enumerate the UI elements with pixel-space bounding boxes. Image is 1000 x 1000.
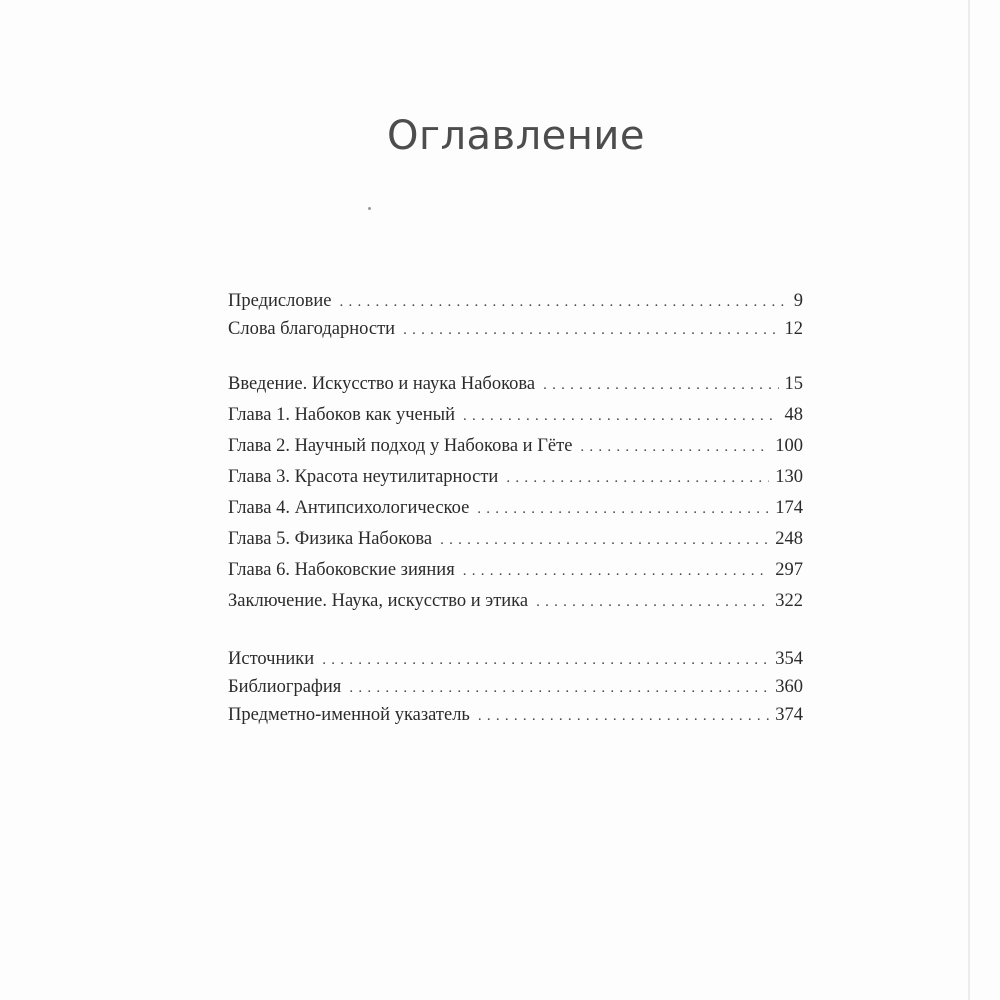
- toc-front-matter: [228, 287, 803, 343]
- toc-entry-label: Предисловие: [228, 291, 332, 311]
- dot-leader: [349, 674, 769, 702]
- dot-leader: [580, 433, 769, 461]
- toc-entry: [228, 432, 803, 463]
- toc-entry-page-number: 12: [784, 319, 803, 339]
- toc-entry-page-number: 322: [775, 591, 803, 611]
- toc-entry-page-number: 360: [775, 677, 803, 697]
- toc-entry: [228, 401, 803, 432]
- toc-entry-page-number: 248: [775, 529, 803, 549]
- dot-leader: [403, 316, 778, 344]
- print-speck: [368, 207, 371, 210]
- toc-entry-label: Глава 5. Физика Набокова: [228, 529, 433, 549]
- toc-chapters: [228, 370, 803, 618]
- toc-entry-page-number: 48: [784, 405, 803, 425]
- toc-entry-label: Введение. Искусство и наука Набокова: [228, 374, 536, 394]
- toc-entry-label: Глава 2. Научный подход у Набокова и Гёте: [228, 436, 573, 456]
- toc-entry: [228, 525, 803, 556]
- toc-entry: [228, 587, 803, 618]
- toc-entry-page-number: 9: [793, 291, 803, 311]
- toc-entry: [228, 701, 803, 729]
- dot-leader: [543, 371, 778, 399]
- page-title: Оглавление: [386, 112, 646, 159]
- dot-leader: [440, 526, 769, 554]
- toc-entry-label: Библиография: [228, 677, 342, 697]
- toc-entry-label: Источники: [228, 649, 315, 669]
- toc-entry-label: Глава 6. Набоковские зияния: [228, 560, 455, 580]
- dot-leader: [463, 557, 770, 585]
- toc-entry-label: Глава 3. Красота неутилитарности: [228, 467, 499, 487]
- toc-entry-page-number: 374: [775, 705, 803, 725]
- toc-entry: [228, 463, 803, 494]
- toc-entry-label: Предметно-именной указатель: [228, 705, 470, 725]
- toc-entry: [228, 494, 803, 525]
- toc-entry: [228, 645, 803, 673]
- dot-leader: [463, 402, 779, 430]
- toc-entry: [228, 673, 803, 701]
- dot-leader: [339, 288, 787, 316]
- dot-leader: [322, 646, 769, 674]
- toc-entry-page-number: 15: [784, 374, 803, 394]
- toc-entry-page-number: 174: [775, 498, 803, 518]
- dot-leader: [477, 495, 769, 523]
- toc-entry: [228, 315, 803, 343]
- dot-leader: [478, 702, 769, 730]
- toc-entry: [228, 556, 803, 587]
- dot-leader: [536, 588, 769, 616]
- table-of-contents: [228, 287, 803, 729]
- toc-entry-page-number: 100: [775, 436, 803, 456]
- toc-entry-page-number: 297: [775, 560, 803, 580]
- toc-entry: [228, 287, 803, 315]
- toc-entry-page-number: 130: [775, 467, 803, 487]
- toc-entry: [228, 370, 803, 401]
- dot-leader: [506, 464, 769, 492]
- toc-entry-label: Заключение. Наука, искусство и этика: [228, 591, 529, 611]
- toc-entry-page-number: 354: [775, 649, 803, 669]
- toc-entry-label: Глава 1. Набоков как ученый: [228, 405, 455, 425]
- toc-entry-label: Слова благодарности: [228, 319, 396, 339]
- toc-back-matter: [228, 645, 803, 729]
- toc-entry-label: Глава 4. Антипсихологическое: [228, 498, 470, 518]
